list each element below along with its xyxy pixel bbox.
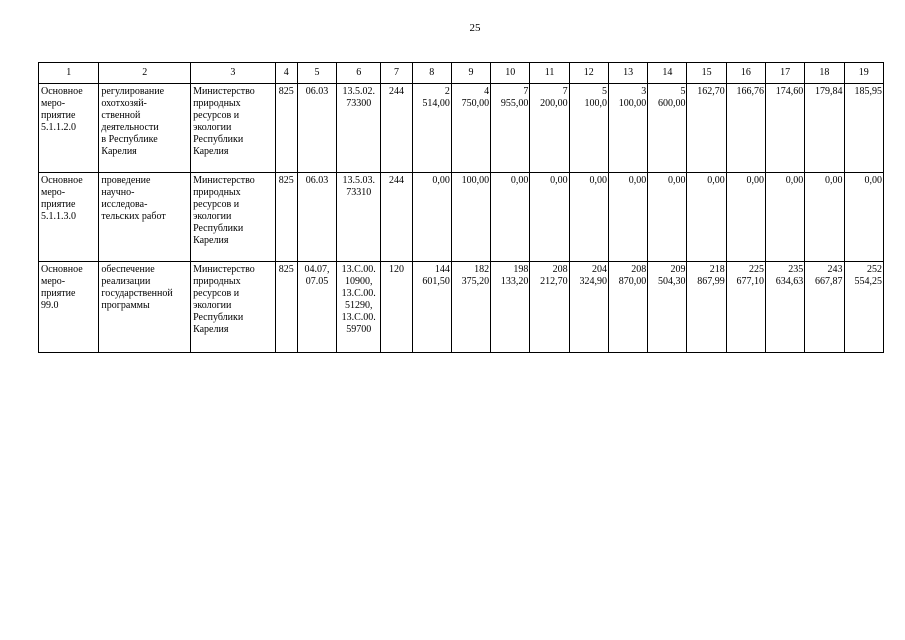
- table-cell: 0,00: [412, 173, 451, 262]
- column-header: 10: [491, 63, 530, 84]
- table-cell: 179,84: [805, 84, 844, 173]
- table-cell: 218 867,99: [687, 262, 726, 353]
- table-cell: Основное меро- приятие 5.1.1.2.0: [39, 84, 99, 173]
- table-cell: 235 634,63: [766, 262, 805, 353]
- table-cell: 5 600,00: [648, 84, 687, 173]
- table-cell: 243 667,87: [805, 262, 844, 353]
- table-cell: 252 554,25: [844, 262, 883, 353]
- table-cell: 162,70: [687, 84, 726, 173]
- table-cell: Основное меро- приятие 99.0: [39, 262, 99, 353]
- table-cell: 13.5.02. 73300: [337, 84, 381, 173]
- column-header: 11: [530, 63, 569, 84]
- table-cell: 0,00: [608, 173, 647, 262]
- column-header: 15: [687, 63, 726, 84]
- table-cell: 209 504,30: [648, 262, 687, 353]
- table-cell: проведение научно- исследова- тельских работ: [99, 173, 191, 262]
- table-cell: 0,00: [844, 173, 883, 262]
- table-cell: 4 750,00: [451, 84, 490, 173]
- column-header: 1: [39, 63, 99, 84]
- table-cell: 244: [381, 84, 412, 173]
- table-cell: 2 514,00: [412, 84, 451, 173]
- table-cell: 13.5.03. 73310: [337, 173, 381, 262]
- column-header: 12: [569, 63, 608, 84]
- table-cell: 0,00: [805, 173, 844, 262]
- column-header: 9: [451, 63, 490, 84]
- column-header: 19: [844, 63, 883, 84]
- column-header: 17: [766, 63, 805, 84]
- table-cell: 182 375,20: [451, 262, 490, 353]
- column-header: 7: [381, 63, 412, 84]
- table-cell: Основное меро- приятие 5.1.1.3.0: [39, 173, 99, 262]
- budget-table: [38, 62, 884, 353]
- table-cell: регулирование охотхозяй- ственной деятельности в Республике Карелия: [99, 84, 191, 173]
- table-cell: 5 100,0: [569, 84, 608, 173]
- table-cell: обеспечение реализации государственной программы: [99, 262, 191, 353]
- table-cell: 0,00: [726, 173, 765, 262]
- table-cell: 208 212,70: [530, 262, 569, 353]
- table-cell: 04.07, 07.05: [297, 262, 336, 353]
- table-cell: 7 200,00: [530, 84, 569, 173]
- column-header: 8: [412, 63, 451, 84]
- table-cell: Министерство природных ресурсов и экологии Республики Карелия: [191, 173, 276, 262]
- column-header: 14: [648, 63, 687, 84]
- table-row: [39, 84, 884, 173]
- table-cell: 0,00: [491, 173, 530, 262]
- column-header: 13: [608, 63, 647, 84]
- column-header: 5: [297, 63, 336, 84]
- table-cell: 100,00: [451, 173, 490, 262]
- table-cell: 0,00: [687, 173, 726, 262]
- table-cell: 0,00: [530, 173, 569, 262]
- column-number-row: [39, 63, 884, 84]
- table-cell: 225 677,10: [726, 262, 765, 353]
- table-cell: 06.03: [297, 173, 336, 262]
- table-cell: 7 955,00: [491, 84, 530, 173]
- column-header: 6: [337, 63, 381, 84]
- table-cell: 06.03: [297, 84, 336, 173]
- table-cell: 198 133,20: [491, 262, 530, 353]
- table-cell: 204 324,90: [569, 262, 608, 353]
- table-cell: 144 601,50: [412, 262, 451, 353]
- table-cell: 0,00: [766, 173, 805, 262]
- table-cell: 174,60: [766, 84, 805, 173]
- table-cell: 825: [275, 173, 297, 262]
- column-header: 3: [191, 63, 276, 84]
- table-cell: 825: [275, 262, 297, 353]
- table-cell: 13.С.00. 10900, 13.С.00. 51290, 13.С.00. 59700: [337, 262, 381, 353]
- table-cell: 244: [381, 173, 412, 262]
- table-cell: 166,76: [726, 84, 765, 173]
- table-cell: 0,00: [648, 173, 687, 262]
- table-row: [39, 173, 884, 262]
- table-cell: 208 870,00: [608, 262, 647, 353]
- column-header: 16: [726, 63, 765, 84]
- column-header: 4: [275, 63, 297, 84]
- table-cell: Министерство природных ресурсов и экологии Республики Карелия: [191, 262, 276, 353]
- table-cell: 120: [381, 262, 412, 353]
- table-cell: 185,95: [844, 84, 883, 173]
- column-header: 2: [99, 63, 191, 84]
- table-cell: 825: [275, 84, 297, 173]
- table-cell: 0,00: [569, 173, 608, 262]
- table-cell: Министерство природных ресурсов и экологии Республики Карелия: [191, 84, 276, 173]
- table-row: [39, 262, 884, 353]
- column-header: 18: [805, 63, 844, 84]
- page-number: 25: [469, 22, 481, 34]
- table-cell: 3 100,00: [608, 84, 647, 173]
